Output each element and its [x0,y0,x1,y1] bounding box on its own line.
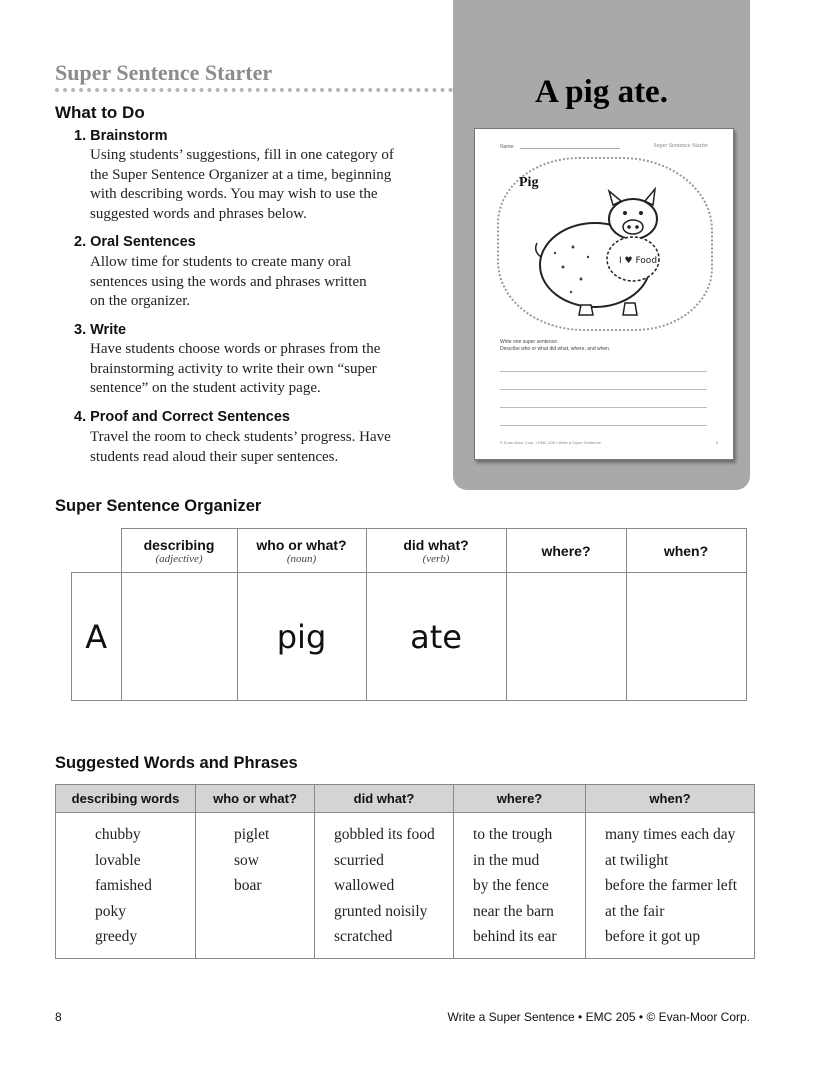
suggested-words-title: Suggested Words and Phrases [55,754,298,772]
words-column-when [586,813,755,959]
words-header: who or what? [196,785,315,813]
step-body: Travel the room to check students’ progress. Have students read aloud their super sentences. [90,429,391,465]
organizer-header-describing: describing (adjective) [121,529,237,573]
list-item: by the fence [473,877,549,894]
footer-credit: Write a Super Sentence • EMC 205 • © Evan-Moor Corp. [447,1010,750,1024]
list-item: to the trough [473,826,553,843]
step-heading: 1. Brainstorm [74,128,168,144]
organizer-cell-who: pig [237,573,366,701]
list-item: greedy [95,928,138,945]
step-heading: 2. Oral Sentences [74,234,196,250]
dotted-divider [55,88,453,92]
sentence-organizer-table [71,528,747,701]
organizer-sentence-start: A [72,573,122,701]
words-header: when? [586,785,755,813]
thumbnail-page-number: 9 [715,440,718,445]
list-item: poky [95,902,126,920]
step-heading: 4. Proof and Correct Sentences [74,409,290,425]
list-item: piglet [234,826,270,843]
thumbnail-footer: © Evan-Moor Corp. • EMC 205 • Write a Super Sentence [500,440,601,445]
list-item: gobbled its food [334,826,435,843]
sample-sentence-title: A pig ate. [535,74,668,110]
list-item: in the mud [473,851,540,869]
list-item: near the barn [473,902,554,920]
page-number: 8 [55,1010,62,1024]
step-body: Allow time for students to create many oral sentences using the words and phrases written on the organizer. [90,254,367,309]
words-column-who [196,813,315,959]
organizer-cell-where [506,573,626,701]
list-item: before the farmer left [605,877,738,894]
list-item: many times each day [605,826,736,843]
words-header: did what? [315,785,454,813]
organizer-header-where: where? [506,529,626,573]
thumbnail-picture-label: Pig [519,175,539,190]
step-heading: 3. Write [74,322,127,338]
organizer-header-when: when? [626,529,746,573]
list-item: chubby [95,826,141,843]
list-item: scurried [334,851,384,869]
list-item: lovable [95,851,141,869]
thumbnail-instruction-2: Describe who or what did what, where, and when. [500,346,611,352]
organizer-header-who: who or what? (noun) [237,529,366,573]
step-body: Have students choose words or phrases from the brainstorming activity to write their own “super sentence” on the student activity page. [90,341,381,396]
thumbnail-instruction-1: Write one super sentence. [500,339,559,345]
words-column-where [454,813,586,959]
list-item: at twilight [605,851,669,869]
organizer-header-did: did what? (verb) [366,529,506,573]
words-column-did [315,813,454,959]
thumbnail-writing-line [500,425,707,426]
thumbnail-writing-line [500,407,707,408]
list-item: famished [95,877,152,894]
student-page-thumbnail [474,128,734,460]
list-item: sow [234,851,259,869]
suggested-words-table [55,784,755,959]
list-item: wallowed [334,877,395,894]
thumbnail-name-label: Name: [500,144,515,150]
section-title: Super Sentence Starter [55,60,273,85]
list-item: behind its ear [473,928,557,945]
words-header: where? [454,785,586,813]
thumbnail-writing-line [500,371,707,372]
words-header: describing words [56,785,196,813]
organizer-cell-describing [121,573,237,701]
organizer-cell-when [626,573,746,701]
list-item: grunted noisily [334,902,428,920]
list-item: at the fair [605,902,665,920]
list-item: before it got up [605,928,701,945]
thumbnail-writing-line [500,389,707,390]
step-body: Using students’ suggestions, fill in one category of the Super Sentence Organizer at a time, beginning with describing words. You may wish to use the suggested words and phrases below. [90,147,394,222]
organizer-title: Super Sentence Organizer [55,497,262,515]
thumbnail-name-line [520,148,620,149]
what-to-do-heading: What to Do [55,103,145,122]
list-item: boar [234,877,262,894]
words-column-describing [56,813,196,959]
organizer-cell-did: ate [366,573,506,701]
thumbnail-bib-text: I ♥ Food [619,256,658,266]
pig-illustration-icon [533,187,673,317]
organizer-corner [72,529,122,573]
list-item: scratched [334,928,393,945]
thumbnail-header: Super Sentence Starter [653,143,708,149]
